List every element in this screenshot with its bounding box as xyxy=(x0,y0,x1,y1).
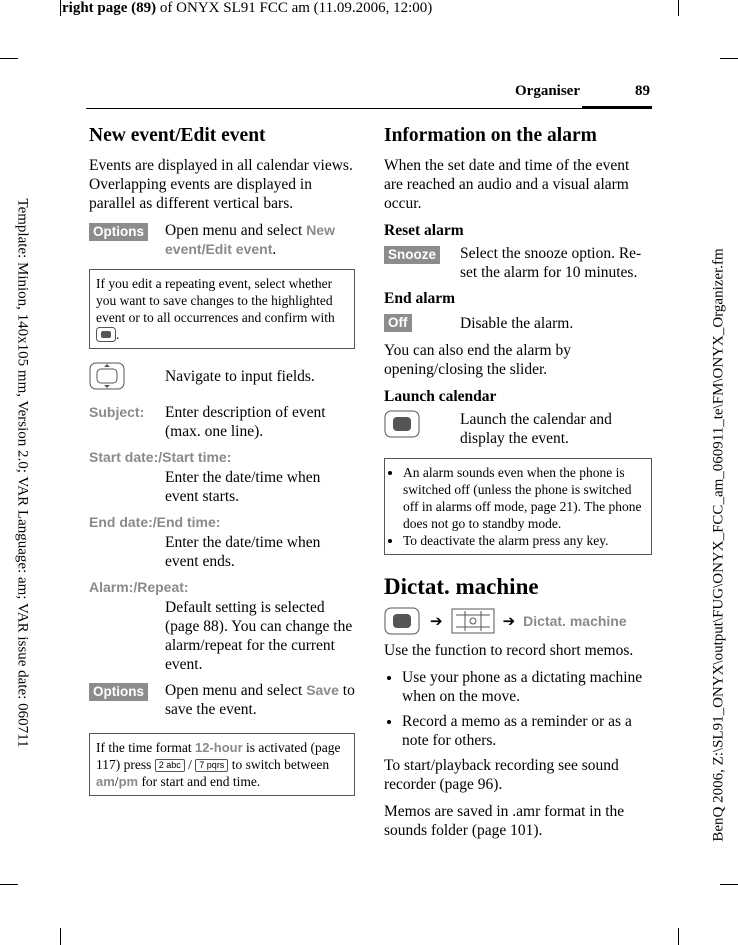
head-rule xyxy=(86,108,582,109)
snooze-text: Select the snooze option. Re-set the alarm for 10 minutes. xyxy=(460,245,642,281)
reset-alarm-title: Reset alarm xyxy=(384,222,464,239)
section-heading: New event/Edit event xyxy=(89,125,266,146)
use-text: Use the function to record short memos. xyxy=(384,642,634,659)
note-period: . xyxy=(116,327,120,342)
note2-text-1: If the time format xyxy=(96,740,195,755)
print-header-prefix: right page (89) xyxy=(62,0,157,16)
crop-mark xyxy=(720,884,738,885)
alarm-text: Default setting is selected (page 88). You can change the alarm/repeat for the current event. xyxy=(165,599,353,673)
launch-row xyxy=(384,410,652,448)
bullet-list xyxy=(384,668,652,750)
navigate-text: Navigate to input fields. xyxy=(165,368,315,385)
end-alarm-title: End alarm xyxy=(384,290,456,307)
list-item: • Use your phone as a dictating machine when on the move. xyxy=(402,668,652,706)
alarm-intro: When the set date and time of the event are reached an audio and a visual alarm occur. xyxy=(384,157,630,212)
off-key: Off xyxy=(384,314,412,332)
end-text: Enter the date/time when event ends. xyxy=(165,534,321,570)
crop-mark xyxy=(0,884,18,885)
off-row xyxy=(384,312,652,333)
note-box-alarm xyxy=(384,458,652,555)
right-column xyxy=(384,124,652,848)
note2-sep: / xyxy=(184,757,196,772)
pm-label: pm xyxy=(118,774,139,789)
running-head-title: Organiser xyxy=(515,83,580,99)
am-label: am xyxy=(96,774,115,789)
time-format-label: 12-hour xyxy=(194,740,243,755)
note2-text-4: for start and end time. xyxy=(138,774,261,789)
subject-label: Subject: xyxy=(89,404,145,420)
intro-text: Events are displayed in all calendar views. Overlapping events are displayed in parallel as different vertical bars. xyxy=(89,157,353,212)
note2-text-2: is activated (page 117) press xyxy=(96,740,341,772)
print-header-rest: of ONYX SL91 FCC am (11.09.2006, 12:00) xyxy=(156,0,433,16)
end-label: End date:/End time: xyxy=(89,514,221,530)
side-path-text: BenQ 2006, Z:\SL91_ONYX\output\FUG\ONYX_FCC_am_060911_te\FM\ONYX_Organizer.fm xyxy=(710,248,727,842)
note-item: • An alarm sounds even when the phone is switched off (unless the phone is switched off in alarms off mode, page 21). The phone does not go to standby mode. xyxy=(403,464,645,532)
note2-text-3: to switch between xyxy=(228,757,330,772)
menu-item-save: Save xyxy=(306,682,339,698)
crop-mark xyxy=(678,0,679,16)
crop-mark xyxy=(60,928,61,945)
options-row xyxy=(89,221,355,259)
note-box xyxy=(89,269,355,349)
options-text: Open menu and select xyxy=(165,222,307,239)
center-key-icon xyxy=(96,327,116,342)
note-text: If you edit a repeating event, select whether you want to save changes to the highlighted event or to all occurrences and confirm with xyxy=(96,276,335,325)
playback-text: To start/playback recording see sound recorder (page 96). xyxy=(384,757,619,793)
options-key-2: Options xyxy=(89,683,148,701)
running-head xyxy=(86,82,652,110)
menu-item-new-event: New event/Edit event xyxy=(165,222,335,257)
navigate-row xyxy=(89,361,355,396)
center-key-icon xyxy=(384,410,420,438)
side-template-text: Template: Minion, 140x105 mm, Version 2.0; VAR Language: am; VAR issue date: 060711 xyxy=(14,198,31,748)
launch-text: Launch the calendar and display the event. xyxy=(460,411,612,447)
menu-item-dictat: Dictat. machine xyxy=(523,613,627,629)
arrow-right-icon: ➔ xyxy=(430,613,443,630)
snooze-key: Snooze xyxy=(384,246,440,264)
options2-text-end: to save the event. xyxy=(165,682,355,718)
list-item: • Record a memo as a reminder or as a note for others. xyxy=(402,712,652,750)
crop-mark xyxy=(678,928,679,945)
crop-mark xyxy=(720,58,738,59)
options-save-row xyxy=(89,681,355,719)
note-item: • To deactivate the alarm press any key. xyxy=(403,532,645,549)
center-key-icon xyxy=(384,607,420,635)
start-label: Start date:/Start time: xyxy=(89,449,232,465)
left-column xyxy=(89,124,355,808)
key-2-icon: 2 abc xyxy=(155,759,185,772)
launch-calendar-title: Launch calendar xyxy=(384,388,497,405)
head-rule-thick xyxy=(582,106,652,109)
crop-mark xyxy=(0,58,18,59)
organiser-menu-icon xyxy=(451,607,495,635)
key-7-icon: 7 pqrs xyxy=(195,759,228,772)
off-text: Disable the alarm. xyxy=(460,315,574,332)
menu-path xyxy=(384,607,652,635)
arrow-right-icon: ➔ xyxy=(502,613,516,630)
subject-text: Enter description of event (max. one line). xyxy=(165,404,326,440)
period: . xyxy=(272,241,277,258)
saved-text: Memos are saved in .amr format in the sounds folder (page 101). xyxy=(384,803,625,839)
alarm-label: Alarm:/Repeat: xyxy=(89,579,189,595)
start-text: Enter the date/time when event starts. xyxy=(165,469,321,505)
note2-slash: / xyxy=(114,774,119,789)
page-number: 89 xyxy=(635,83,650,99)
crop-mark xyxy=(60,0,61,16)
print-header xyxy=(62,0,432,17)
navigation-key-icon xyxy=(89,361,125,391)
options-key: Options xyxy=(89,223,148,241)
options2-text: Open menu and select xyxy=(165,682,307,699)
note-box-time-format xyxy=(89,733,355,796)
snooze-row xyxy=(384,244,652,282)
section-heading-alarm: Information on the alarm xyxy=(384,125,597,146)
slider-text: You can also end the alarm by opening/closing the slider. xyxy=(384,342,571,378)
subject-row xyxy=(89,403,355,441)
dictat-heading: Dictat. machine xyxy=(384,574,539,599)
